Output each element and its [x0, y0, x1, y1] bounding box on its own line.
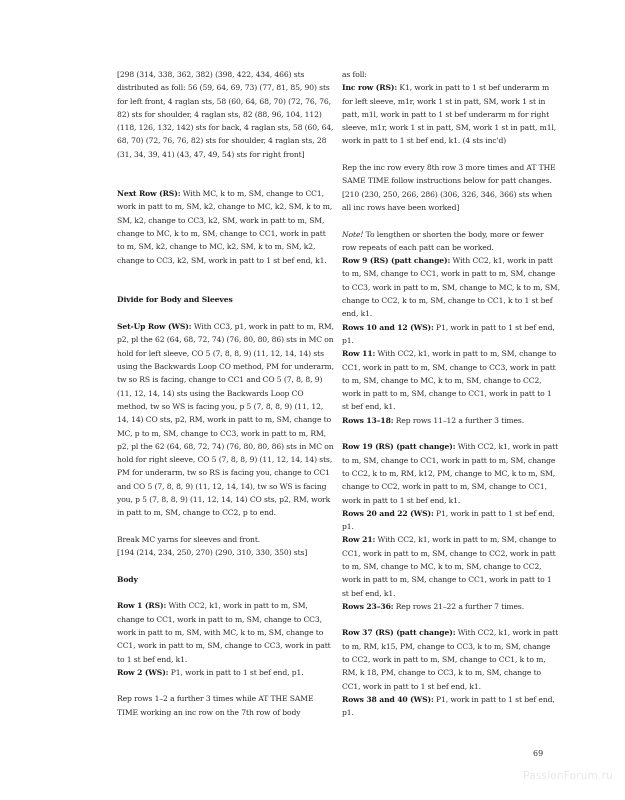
setup-row-instruction [117, 320, 335, 519]
rows10-label: Rows 10 and 12 (WS): [342, 322, 434, 332]
rows23-instruction [342, 600, 560, 613]
row21-label: Row 21: [342, 535, 376, 545]
row1-instruction [117, 599, 335, 665]
rows13-instruction [342, 414, 560, 427]
repeat-inc-text: Rep the inc row every 8th row 3 more times and AT THE SAME TIME follow instructions below for patt changes. [342, 163, 556, 186]
row37-label: Row 37 (RS) (patt change): [342, 628, 456, 638]
inc-row-text: K1, work in patt to 1 st bef underarm m for left sleeve, m1r, work 1 st in patt, SM, work 1 st in patt, m1l, work in patt to 1 st bef underarm m for right sleeve, m1r, work 1 st in patt, SM, work 1 st in patt, m1l, work in patt to 1 st bef end, k1. (4 sts inc'd) [342, 83, 557, 146]
rows38-text: P1, work in patt to 1 st bef end, p1. [342, 694, 555, 718]
row1-label: Row 1 (RS): [117, 601, 167, 611]
rows38-instruction [342, 693, 560, 720]
row37-instruction [342, 626, 560, 692]
setup-row-text: With CC3, p1, work in patt to m, RM, p2, pl the 62 (64, 68, 72, 74) (76, 80, 80, 86) sts in MC on hold for left sleeve, CO 5 (7, 8, 8, 9) (11, 12, 14, 14) sts using the Backwards Loop CO method, PM for underarm, tw so RS is facing, change to CC1 and CO 5 (7, 8, 8, 9) (11, 12, 14, 14) sts using the Backwards Loop CO method, tw so WS is facing you, p 5 (7, 8, 8, 9) (11, 12, 14, 14) CO sts, p2, RM, work in patt to m, SM, change to MC, p to m, SM, change to CC3, work in patt to m, RM, p2, pl the 62 (64, 68, 72, 74) (76, 80, 80, 86) sts in MC on hold for right sleeve, CO 5 (7, 8, 8, 9) (11, 12, 14, 14) sts, PM for underarm, tw so RS is facing you, change to CC1 and CO 5 (7, 8, 8, 9) (11, 12, 14, 14), tw so WS is facing you, p 5 (7, 8, 8, 9) (11, 12, 14, 14) CO sts, p2, RM, work in patt to m, SM, change to CC2, p to end. [117, 322, 334, 518]
row19-label: Row 19 (RS) (patt change): [342, 442, 456, 452]
left-column [117, 68, 335, 719]
rows20-label: Rows 20 and 22 (WS): [342, 508, 434, 518]
stitch-total: [194 (214, 234, 250, 270) (290, 310, 330, 350) sts] [117, 548, 308, 558]
break-yarns-text: Break MC yarns for sleeves and front. [117, 534, 261, 544]
rows20-instruction [342, 507, 560, 534]
note-label: Note! [342, 229, 364, 239]
next-row-text: With MC, k to m, SM, change to CC1, work in patt to m, SM, k2, change to MC, k2, SM, k to m, SM, k2, change to CC3, k2, SM, work in patt to m, SM, change to MC, k to m, SM, change to CC1, work in patt to m, SM, k2, change to MC, k2, SM, k to m, SM, k2, change to CC3, k2, SM, work in patt to 1 st bef end, k1. [117, 189, 333, 265]
repeat-rows-text: Rep rows 1–2 a further 3 times while AT THE SAME TIME working an inc row on the 7th row of body [117, 694, 314, 717]
rows23-label: Rows 23–36: [342, 601, 394, 611]
row11-text: With CC2, k1, work in patt to m, SM, change to CC1, work in patt to m, SM, change to CC3, work in patt to m, SM, change to MC, k to m, SM, change to CC2, work in patt to m, SM, change to CC1, work in patt to 1 st bef end, k1. [342, 349, 557, 412]
note-text: To lengthen or shorten the body, more or fewer row repeats of each patt can be worked. [342, 229, 544, 252]
rows20-text: P1, work in patt to 1 st bef end, p1. [342, 508, 555, 532]
divide-heading: Divide for Body and Sleeves [117, 294, 233, 304]
row21-instruction [342, 533, 560, 599]
rows13-text: Rep rows 11–12 a further 3 times. [393, 415, 525, 425]
body-heading: Body [117, 574, 138, 584]
row19-instruction [342, 440, 560, 506]
right-column [342, 68, 560, 720]
note [342, 228, 560, 255]
row19-text: With CC2, k1, work in patt to m, SM, change to CC1, work in patt to m, SM, change to CC2, k to m, RM, k12, PM, change to MC, k to m, SM, change to CC2, work in patt to m, SM, change to CC1, work in patt to 1 st bef end, k1. [342, 442, 559, 505]
inc-row-label: Inc row (RS): [342, 83, 398, 93]
row2-instruction [117, 666, 335, 679]
page-number: 69 [533, 749, 544, 758]
rows23-text: Rep rows 21–22 a further 7 times. [393, 601, 525, 611]
rows38-label: Rows 38 and 40 (WS): [342, 694, 434, 704]
row21-text: With CC2, k1, work in patt to m, SM, change to CC1, work in patt to m, SM, change to CC2, work in patt to m, SM, change to MC, k to m, SM, change to CC2, work in patt to m, SM, change to CC1, work in patt to 1 st bef end, k1. [342, 535, 557, 598]
next-row-label: Next Row (RS): [117, 189, 181, 199]
inc-stitch-total: [210 (230, 250, 266, 286) (306, 326, 346, 366) sts when all inc rows have been worked] [342, 189, 553, 212]
stitch-distribution: [298 (314, 338, 362, 382) (398, 422, 434, 466) sts distributed as foll: 56 (59, 64, 69, 73) (77, 81, 85, 90) sts for left front, 4 raglan sts, 58 (60, 64, 68, 70) (72, 76, 76, 82) sts for shoulder, 4 raglan sts, 82 (88, 96, 104, 112) (118, 126, 132, 142) sts for back, 4 raglan sts, 58 (60, 64, 68, 70) (72, 76, 76, 82) sts for shoulder, 4 raglan sts, 28 (31, 34, 39, 41) (43, 47, 49, 54) sts for right front] [117, 70, 334, 159]
setup-row-label: Set-Up Row (WS): [117, 322, 192, 332]
row37-text: With CC2, k1, work in patt to m, RM, k15, PM, change to CC3, k to m, SM, change to CC2, work in patt to m, SM, change to CC1, k to m, RM, k 18, PM, change to CC3, k to m, SM, change to CC1, work in patt to 1 st bef end, k1. [342, 628, 559, 691]
row9-label: Row 9 (RS) (patt change): [342, 256, 451, 266]
row1-text: With CC2, k1, work in patt to m, SM, change to CC1, work in patt to m, SM, change to CC3, work in patt to m, SM, with MC, k to m, SM, change to CC1, work in patt to m, SM, change to CC3, work in patt to 1 st bef end, k1. [117, 601, 331, 664]
watermark: PassionForum.ru [523, 770, 613, 782]
rows10-text: P1, work in patt to 1 st bef end, p1. [342, 322, 555, 345]
row9-text: With CC2, k1, work in patt to m, SM, change to CC1, work in patt to m, SM, change to CC3, work in patt to m, SM, change to MC, k to m, SM, change to CC2, k to m, SM, change to CC1, k to 1 st bef end, k1. [342, 256, 560, 319]
row9-instruction [342, 254, 560, 320]
inc-row-instruction [342, 81, 560, 147]
row11-label: Row 11: [342, 349, 376, 359]
rows13-label: Rows 13–18: [342, 415, 394, 425]
row11-instruction [342, 347, 560, 413]
row2-text: P1, work in patt to 1 st bef end, p1. [168, 667, 304, 677]
as-foll-text: as foll: [342, 70, 367, 79]
rows10-instruction [342, 321, 560, 348]
next-row-instruction [117, 187, 335, 267]
row2-label: Row 2 (WS): [117, 667, 169, 677]
